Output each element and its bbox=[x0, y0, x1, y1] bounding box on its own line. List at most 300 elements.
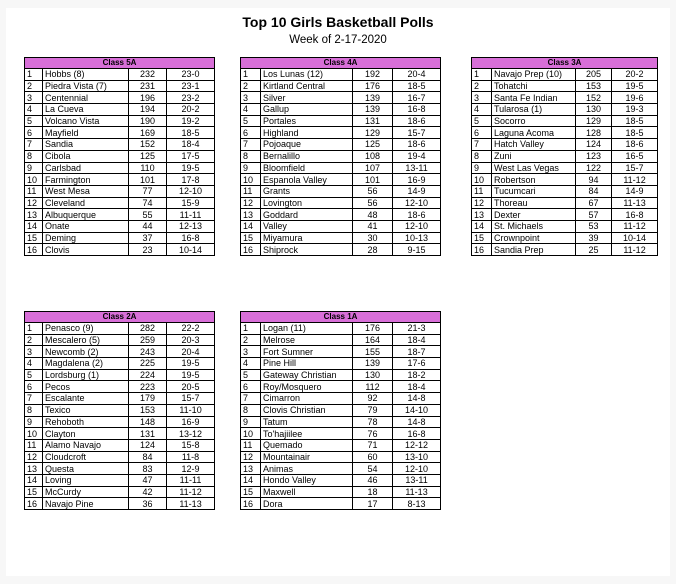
rank-cell: 11 bbox=[241, 185, 261, 197]
points-cell: 231 bbox=[129, 80, 167, 92]
points-cell: 101 bbox=[129, 174, 167, 186]
record-cell: 16-9 bbox=[393, 174, 441, 186]
points-cell: 139 bbox=[353, 104, 393, 116]
rank-cell: 10 bbox=[25, 428, 43, 440]
team-cell: Magdalena (2) bbox=[43, 358, 129, 370]
team-cell: Hondo Valley bbox=[261, 474, 353, 486]
record-cell: 18-4 bbox=[167, 139, 215, 151]
points-cell: 42 bbox=[129, 486, 167, 498]
points-cell: 94 bbox=[576, 174, 612, 186]
team-cell: Rehoboth bbox=[43, 416, 129, 428]
rank-cell: 1 bbox=[241, 69, 261, 81]
table-row bbox=[25, 197, 215, 209]
rank-cell: 16 bbox=[472, 244, 492, 256]
table-row bbox=[241, 451, 441, 463]
rank-cell: 9 bbox=[25, 162, 43, 174]
rank-cell: 6 bbox=[241, 127, 261, 139]
table-row bbox=[241, 127, 441, 139]
team-cell: Portales bbox=[261, 115, 353, 127]
record-cell: 14-10 bbox=[393, 404, 441, 416]
record-cell: 19-2 bbox=[167, 115, 215, 127]
poll-table-class5a bbox=[24, 57, 215, 256]
points-cell: 77 bbox=[129, 185, 167, 197]
record-cell: 13-10 bbox=[393, 451, 441, 463]
table-row bbox=[241, 486, 441, 498]
team-cell: Sandia Prep bbox=[492, 244, 576, 256]
team-cell: Pecos bbox=[43, 381, 129, 393]
table-row bbox=[25, 92, 215, 104]
table-row bbox=[25, 104, 215, 116]
record-cell: 18-5 bbox=[612, 115, 658, 127]
points-cell: 194 bbox=[129, 104, 167, 116]
class-header-row bbox=[241, 312, 441, 323]
rank-cell: 9 bbox=[25, 416, 43, 428]
points-cell: 71 bbox=[353, 439, 393, 451]
table-row bbox=[25, 404, 215, 416]
points-cell: 224 bbox=[129, 369, 167, 381]
table-row bbox=[241, 220, 441, 232]
record-cell: 17-8 bbox=[167, 174, 215, 186]
record-cell: 15-7 bbox=[167, 393, 215, 405]
table-row bbox=[472, 197, 658, 209]
points-cell: 36 bbox=[129, 498, 167, 510]
class-header: Class 5A bbox=[25, 58, 215, 69]
rank-cell: 15 bbox=[472, 232, 492, 244]
record-cell: 11-11 bbox=[167, 474, 215, 486]
rank-cell: 5 bbox=[25, 369, 43, 381]
rank-cell: 16 bbox=[241, 244, 261, 256]
record-cell: 11-13 bbox=[393, 486, 441, 498]
rank-cell: 6 bbox=[241, 381, 261, 393]
table-row bbox=[25, 463, 215, 475]
rank-cell: 16 bbox=[25, 244, 43, 256]
points-cell: 74 bbox=[129, 197, 167, 209]
team-cell: Valley bbox=[261, 220, 353, 232]
team-cell: Robertson bbox=[492, 174, 576, 186]
team-cell: Quemado bbox=[261, 439, 353, 451]
team-cell: West Mesa bbox=[43, 185, 129, 197]
record-cell: 20-5 bbox=[167, 381, 215, 393]
team-cell: Loving bbox=[43, 474, 129, 486]
record-cell: 12-9 bbox=[167, 463, 215, 475]
points-cell: 124 bbox=[576, 139, 612, 151]
team-cell: Alamo Navajo bbox=[43, 439, 129, 451]
rank-cell: 4 bbox=[241, 358, 261, 370]
table-row bbox=[241, 92, 441, 104]
points-cell: 110 bbox=[129, 162, 167, 174]
table-row bbox=[241, 369, 441, 381]
record-cell: 18-6 bbox=[393, 115, 441, 127]
team-cell: Tatum bbox=[261, 416, 353, 428]
record-cell: 10-14 bbox=[167, 244, 215, 256]
points-cell: 55 bbox=[129, 209, 167, 221]
rank-cell: 12 bbox=[25, 197, 43, 209]
record-cell: 18-4 bbox=[393, 334, 441, 346]
points-cell: 79 bbox=[353, 404, 393, 416]
rank-cell: 14 bbox=[25, 220, 43, 232]
record-cell: 19-5 bbox=[167, 162, 215, 174]
record-cell: 9-15 bbox=[393, 244, 441, 256]
team-cell: Cibola bbox=[43, 150, 129, 162]
rank-cell: 5 bbox=[241, 115, 261, 127]
table-row bbox=[25, 185, 215, 197]
table-row bbox=[25, 69, 215, 81]
points-cell: 84 bbox=[129, 451, 167, 463]
team-cell: Volcano Vista bbox=[43, 115, 129, 127]
record-cell: 16-8 bbox=[612, 209, 658, 221]
table-row bbox=[25, 381, 215, 393]
table-row bbox=[25, 209, 215, 221]
rank-cell: 9 bbox=[241, 416, 261, 428]
points-cell: 46 bbox=[353, 474, 393, 486]
points-cell: 232 bbox=[129, 69, 167, 81]
team-cell: Tohatchi bbox=[492, 80, 576, 92]
table-row bbox=[241, 185, 441, 197]
rank-cell: 13 bbox=[25, 209, 43, 221]
table-row bbox=[241, 463, 441, 475]
rank-cell: 13 bbox=[241, 209, 261, 221]
points-cell: 101 bbox=[353, 174, 393, 186]
rank-cell: 7 bbox=[472, 139, 492, 151]
class-header-row bbox=[25, 312, 215, 323]
points-cell: 130 bbox=[353, 369, 393, 381]
table-row bbox=[25, 127, 215, 139]
record-cell: 13-12 bbox=[167, 428, 215, 440]
rank-cell: 11 bbox=[25, 185, 43, 197]
points-cell: 44 bbox=[129, 220, 167, 232]
team-cell: Bloomfield bbox=[261, 162, 353, 174]
record-cell: 20-3 bbox=[167, 334, 215, 346]
table-row bbox=[25, 393, 215, 405]
rank-cell: 2 bbox=[472, 80, 492, 92]
rank-cell: 7 bbox=[25, 139, 43, 151]
table-row bbox=[25, 80, 215, 92]
rank-cell: 12 bbox=[472, 197, 492, 209]
points-cell: 18 bbox=[353, 486, 393, 498]
team-cell: Centennial bbox=[43, 92, 129, 104]
record-cell: 10-13 bbox=[393, 232, 441, 244]
record-cell: 18-6 bbox=[393, 209, 441, 221]
rank-cell: 7 bbox=[241, 139, 261, 151]
class-header: Class 1A bbox=[241, 312, 441, 323]
team-cell: Farmington bbox=[43, 174, 129, 186]
points-cell: 130 bbox=[576, 104, 612, 116]
record-cell: 10-14 bbox=[612, 232, 658, 244]
rank-cell: 12 bbox=[241, 451, 261, 463]
record-cell: 20-2 bbox=[612, 69, 658, 81]
team-cell: Cloudcroft bbox=[43, 451, 129, 463]
points-cell: 125 bbox=[353, 139, 393, 151]
table-row bbox=[25, 474, 215, 486]
record-cell: 16-8 bbox=[167, 232, 215, 244]
rank-cell: 2 bbox=[241, 334, 261, 346]
team-cell: Texico bbox=[43, 404, 129, 416]
team-cell: Bernalillo bbox=[261, 150, 353, 162]
rank-cell: 8 bbox=[25, 404, 43, 416]
points-cell: 196 bbox=[129, 92, 167, 104]
rank-cell: 2 bbox=[241, 80, 261, 92]
rank-cell: 4 bbox=[25, 104, 43, 116]
rank-cell: 13 bbox=[25, 463, 43, 475]
record-cell: 16-5 bbox=[612, 150, 658, 162]
record-cell: 11-8 bbox=[167, 451, 215, 463]
table-row bbox=[241, 139, 441, 151]
rank-cell: 12 bbox=[241, 197, 261, 209]
record-cell: 18-5 bbox=[167, 127, 215, 139]
table-row bbox=[25, 150, 215, 162]
table-row bbox=[241, 428, 441, 440]
points-cell: 164 bbox=[353, 334, 393, 346]
table-row bbox=[241, 115, 441, 127]
points-cell: 153 bbox=[129, 404, 167, 416]
record-cell: 15-7 bbox=[612, 162, 658, 174]
class-header: Class 4A bbox=[241, 58, 441, 69]
record-cell: 11-13 bbox=[612, 197, 658, 209]
table-row bbox=[241, 80, 441, 92]
rank-cell: 11 bbox=[25, 439, 43, 451]
rank-cell: 1 bbox=[25, 69, 43, 81]
rank-cell: 10 bbox=[472, 174, 492, 186]
team-cell: Grants bbox=[261, 185, 353, 197]
table-row bbox=[241, 197, 441, 209]
points-cell: 259 bbox=[129, 334, 167, 346]
table-row bbox=[472, 104, 658, 116]
rank-cell: 9 bbox=[472, 162, 492, 174]
points-cell: 28 bbox=[353, 244, 393, 256]
page-title: Top 10 Girls Basketball Polls bbox=[242, 14, 434, 30]
team-cell: Laguna Acoma bbox=[492, 127, 576, 139]
rank-cell: 2 bbox=[25, 334, 43, 346]
table-row bbox=[25, 486, 215, 498]
points-cell: 124 bbox=[129, 439, 167, 451]
rank-cell: 15 bbox=[241, 486, 261, 498]
rank-cell: 8 bbox=[472, 150, 492, 162]
record-cell: 11-13 bbox=[167, 498, 215, 510]
table-row bbox=[241, 150, 441, 162]
team-cell: Miyamura bbox=[261, 232, 353, 244]
record-cell: 15-9 bbox=[167, 197, 215, 209]
record-cell: 14-9 bbox=[393, 185, 441, 197]
team-cell: Zuni bbox=[492, 150, 576, 162]
points-cell: 30 bbox=[353, 232, 393, 244]
team-cell: Shiprock bbox=[261, 244, 353, 256]
record-cell: 18-6 bbox=[393, 139, 441, 151]
rank-cell: 14 bbox=[25, 474, 43, 486]
team-cell: Pojoaque bbox=[261, 139, 353, 151]
record-cell: 12-10 bbox=[167, 185, 215, 197]
record-cell: 23-2 bbox=[167, 92, 215, 104]
rank-cell: 3 bbox=[241, 92, 261, 104]
record-cell: 12-10 bbox=[393, 197, 441, 209]
points-cell: 123 bbox=[576, 150, 612, 162]
record-cell: 8-13 bbox=[393, 498, 441, 510]
table-row bbox=[241, 209, 441, 221]
team-cell: Santa Fe Indian bbox=[492, 92, 576, 104]
rank-cell: 14 bbox=[241, 220, 261, 232]
team-cell: Clayton bbox=[43, 428, 129, 440]
team-cell: Mayfield bbox=[43, 127, 129, 139]
team-cell: Socorro bbox=[492, 115, 576, 127]
table-row bbox=[472, 232, 658, 244]
table-row bbox=[241, 404, 441, 416]
points-cell: 129 bbox=[576, 115, 612, 127]
rank-cell: 7 bbox=[25, 393, 43, 405]
table-row bbox=[241, 498, 441, 510]
rank-cell: 6 bbox=[472, 127, 492, 139]
points-cell: 25 bbox=[576, 244, 612, 256]
record-cell: 23-0 bbox=[167, 69, 215, 81]
record-cell: 18-6 bbox=[612, 139, 658, 151]
table-row bbox=[25, 174, 215, 186]
team-cell: Piedra Vista (7) bbox=[43, 80, 129, 92]
class-header-row bbox=[25, 58, 215, 69]
points-cell: 223 bbox=[129, 381, 167, 393]
record-cell: 11-12 bbox=[612, 220, 658, 232]
team-cell: Dexter bbox=[492, 209, 576, 221]
table-row bbox=[472, 174, 658, 186]
rank-cell: 11 bbox=[472, 185, 492, 197]
poll-table-class2a bbox=[24, 311, 215, 510]
rank-cell: 5 bbox=[472, 115, 492, 127]
rank-cell: 4 bbox=[241, 104, 261, 116]
points-cell: 78 bbox=[353, 416, 393, 428]
record-cell: 19-4 bbox=[393, 150, 441, 162]
team-cell: St. Michaels bbox=[492, 220, 576, 232]
poll-table-class3a bbox=[471, 57, 658, 256]
table-row bbox=[241, 439, 441, 451]
team-cell: La Cueva bbox=[43, 104, 129, 116]
points-cell: 39 bbox=[576, 232, 612, 244]
points-cell: 107 bbox=[353, 162, 393, 174]
team-cell: Roy/Mosquero bbox=[261, 381, 353, 393]
table-row bbox=[241, 162, 441, 174]
record-cell: 13-11 bbox=[393, 162, 441, 174]
rank-cell: 1 bbox=[472, 69, 492, 81]
record-cell: 18-7 bbox=[393, 346, 441, 358]
rank-cell: 7 bbox=[241, 393, 261, 405]
table-row bbox=[25, 334, 215, 346]
table-row bbox=[472, 185, 658, 197]
points-cell: 57 bbox=[576, 209, 612, 221]
points-cell: 41 bbox=[353, 220, 393, 232]
table-row bbox=[25, 416, 215, 428]
points-cell: 169 bbox=[129, 127, 167, 139]
points-cell: 152 bbox=[576, 92, 612, 104]
record-cell: 12-10 bbox=[393, 463, 441, 475]
table-row bbox=[25, 439, 215, 451]
table-row bbox=[241, 174, 441, 186]
team-cell: Gallup bbox=[261, 104, 353, 116]
rank-cell: 13 bbox=[241, 463, 261, 475]
rank-cell: 1 bbox=[25, 323, 43, 335]
team-cell: Maxwell bbox=[261, 486, 353, 498]
table-row bbox=[472, 209, 658, 221]
points-cell: 56 bbox=[353, 185, 393, 197]
team-cell: Penasco (9) bbox=[43, 323, 129, 335]
team-cell: Goddard bbox=[261, 209, 353, 221]
table-row bbox=[25, 358, 215, 370]
rank-cell: 16 bbox=[25, 498, 43, 510]
table-row bbox=[25, 232, 215, 244]
table-row bbox=[25, 115, 215, 127]
team-cell: Tularosa (1) bbox=[492, 104, 576, 116]
team-cell: Los Lunas (12) bbox=[261, 69, 353, 81]
table-row bbox=[241, 232, 441, 244]
points-cell: 92 bbox=[353, 393, 393, 405]
record-cell: 12-10 bbox=[393, 220, 441, 232]
rank-cell: 8 bbox=[241, 404, 261, 416]
table-row bbox=[472, 244, 658, 256]
team-cell: Lovington bbox=[261, 197, 353, 209]
record-cell: 14-8 bbox=[393, 416, 441, 428]
class-header-row bbox=[241, 58, 441, 69]
table-row bbox=[241, 474, 441, 486]
table-row bbox=[241, 244, 441, 256]
table-row bbox=[472, 127, 658, 139]
record-cell: 20-4 bbox=[393, 69, 441, 81]
points-cell: 155 bbox=[353, 346, 393, 358]
team-cell: Sandia bbox=[43, 139, 129, 151]
table-row bbox=[241, 346, 441, 358]
record-cell: 16-7 bbox=[393, 92, 441, 104]
rank-cell: 10 bbox=[25, 174, 43, 186]
table-row bbox=[472, 220, 658, 232]
table-row bbox=[25, 346, 215, 358]
team-cell: Hatch Valley bbox=[492, 139, 576, 151]
points-cell: 205 bbox=[576, 69, 612, 81]
points-cell: 179 bbox=[129, 393, 167, 405]
rank-cell: 12 bbox=[25, 451, 43, 463]
rank-cell: 1 bbox=[241, 323, 261, 335]
record-cell: 11-12 bbox=[612, 174, 658, 186]
points-cell: 67 bbox=[576, 197, 612, 209]
table-row bbox=[25, 428, 215, 440]
points-cell: 148 bbox=[129, 416, 167, 428]
table-row bbox=[241, 69, 441, 81]
points-cell: 129 bbox=[353, 127, 393, 139]
points-cell: 131 bbox=[353, 115, 393, 127]
rank-cell: 3 bbox=[472, 92, 492, 104]
rank-cell: 3 bbox=[241, 346, 261, 358]
table-row bbox=[472, 69, 658, 81]
points-cell: 152 bbox=[129, 139, 167, 151]
record-cell: 16-8 bbox=[393, 104, 441, 116]
table-row bbox=[241, 334, 441, 346]
record-cell: 12-12 bbox=[393, 439, 441, 451]
table-row bbox=[25, 323, 215, 335]
table-row bbox=[25, 498, 215, 510]
team-cell: Hobbs (8) bbox=[43, 69, 129, 81]
team-cell: Logan (11) bbox=[261, 323, 353, 335]
points-cell: 176 bbox=[353, 323, 393, 335]
rank-cell: 6 bbox=[25, 381, 43, 393]
table-row bbox=[25, 139, 215, 151]
team-cell: McCurdy bbox=[43, 486, 129, 498]
team-cell: Cimarron bbox=[261, 393, 353, 405]
poll-table-class1a bbox=[240, 311, 441, 510]
class-header-row bbox=[472, 58, 658, 69]
table-row bbox=[25, 369, 215, 381]
points-cell: 139 bbox=[353, 358, 393, 370]
team-cell: Crownpoint bbox=[492, 232, 576, 244]
rank-cell: 14 bbox=[472, 220, 492, 232]
points-cell: 122 bbox=[576, 162, 612, 174]
team-cell: Highland bbox=[261, 127, 353, 139]
rank-cell: 11 bbox=[241, 439, 261, 451]
team-cell: Pine Hill bbox=[261, 358, 353, 370]
team-cell: Clovis bbox=[43, 244, 129, 256]
points-cell: 84 bbox=[576, 185, 612, 197]
